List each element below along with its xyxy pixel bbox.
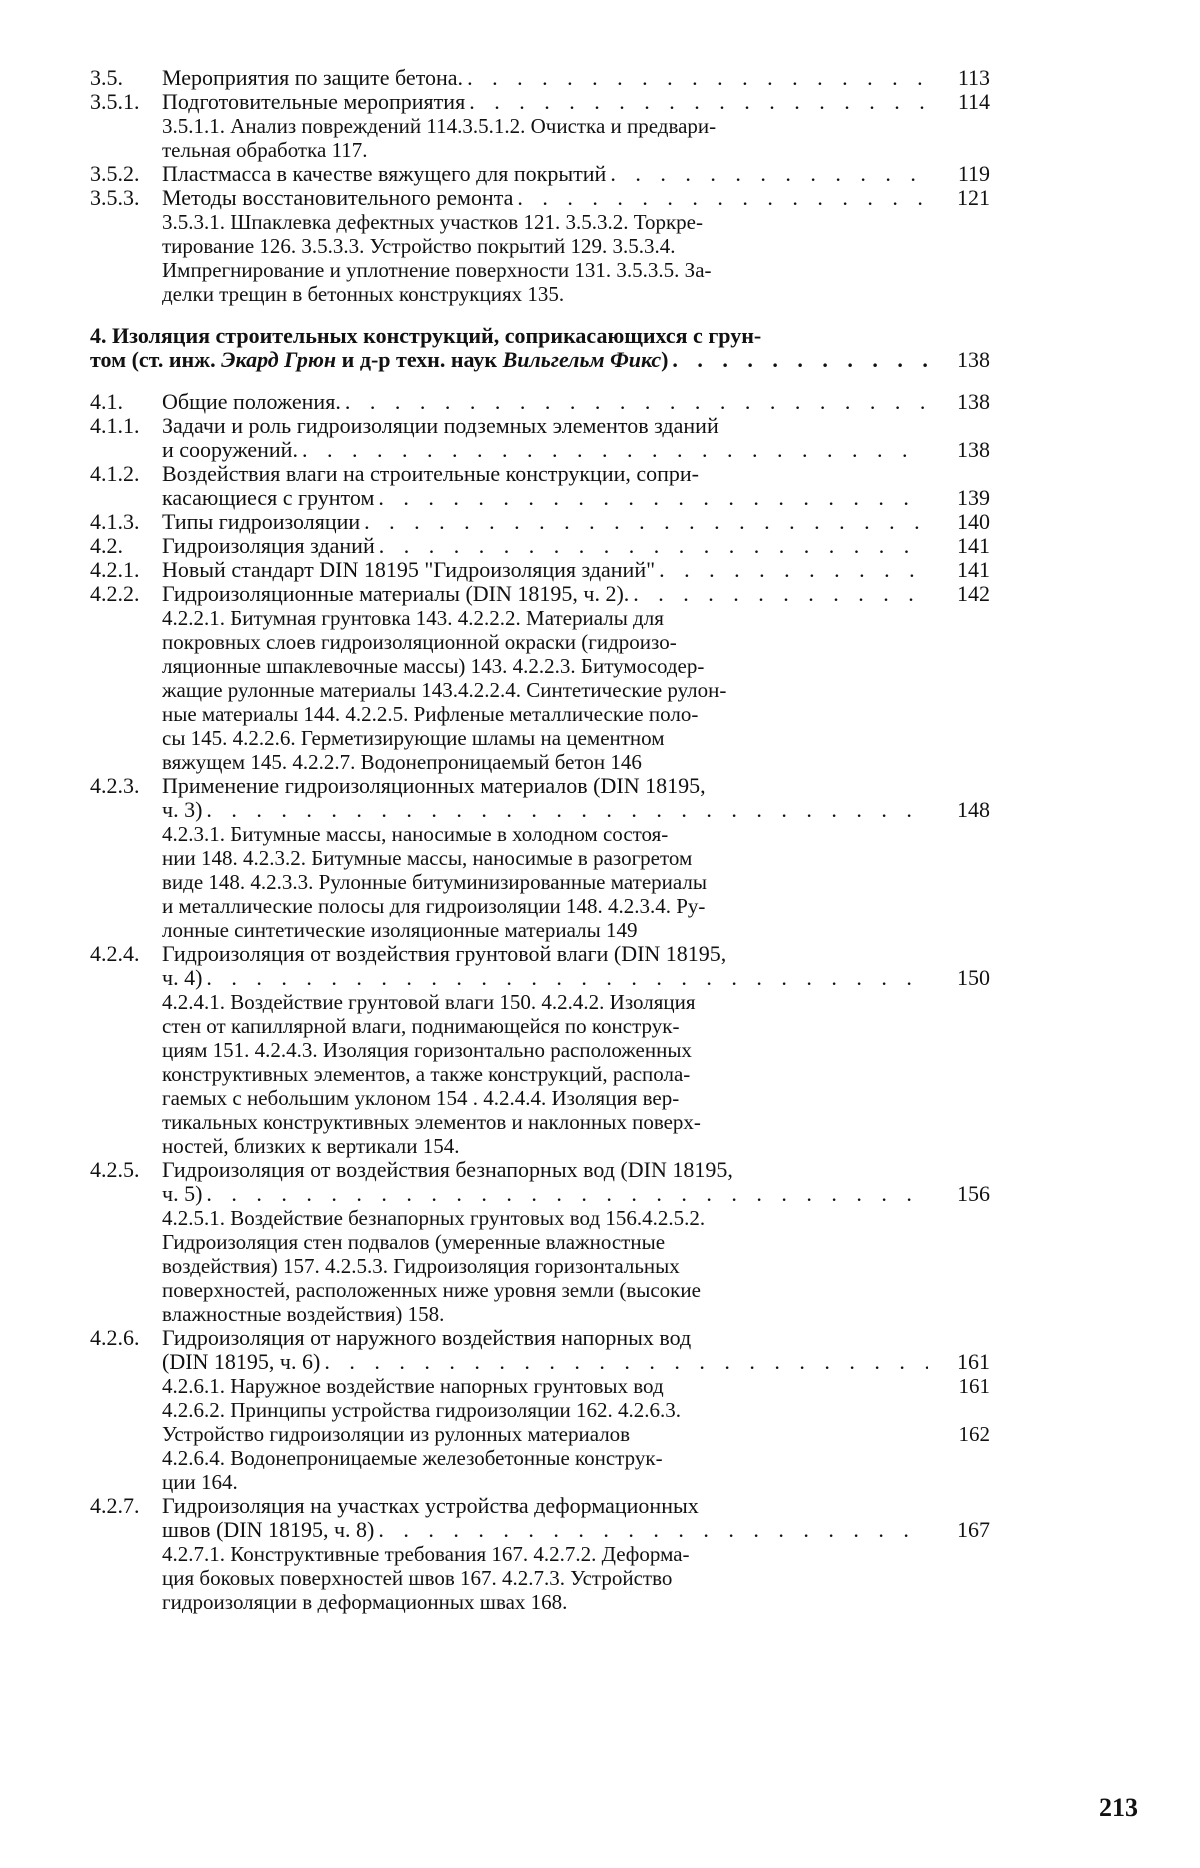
toc-subsection-list	[162, 1206, 990, 1326]
toc-title-line: ч. 5)	[162, 1181, 203, 1206]
toc-subsection-list	[162, 114, 990, 162]
toc-page-ref: 139	[957, 485, 990, 510]
toc-title-line: 4. Изоляция строительных конструкций, соприкасающихся с грун-	[90, 324, 762, 348]
toc-subsection-line: и металлические полосы для гидроизоляции 148. 4.2.3.4. Ру-	[162, 894, 706, 918]
toc-subsection-line: гидроизоляции в деформационных швах 168.	[162, 1590, 568, 1614]
toc-subsection-row	[162, 1398, 932, 1422]
toc-title-last-line	[162, 1350, 932, 1374]
toc-entry	[90, 462, 990, 510]
toc-subsection-line: воздействия) 157. 4.2.5.3. Гидроизоляция горизонтальных	[162, 1254, 680, 1278]
toc-title-last-line	[162, 558, 932, 582]
toc-page-ref: 141	[957, 557, 990, 582]
toc-title-last-line	[162, 66, 932, 90]
toc-title-line: Общие положения.	[162, 389, 341, 414]
toc-page-ref: 140	[957, 509, 990, 534]
toc-entry-title	[162, 390, 990, 414]
toc-page-ref: 142	[957, 581, 990, 606]
toc-page-ref: 156	[957, 1181, 990, 1206]
toc-entry-number: 4.2.	[90, 533, 123, 558]
toc-entry-number: 4.2.5.	[90, 1157, 140, 1182]
dot-leader	[345, 390, 928, 414]
toc-subsection-line: 4.2.5.1. Воздействие безнапорных грунтовых вод 156.4.2.5.2.	[162, 1206, 706, 1230]
toc-subsection-line: 4.2.7.1. Конструктивные требования 167. 4.2.7.2. Деформа-	[162, 1542, 690, 1566]
toc-entry-title	[162, 534, 990, 558]
toc-entry	[90, 90, 990, 114]
toc-entry-title	[162, 66, 990, 90]
toc-subsection-line: ные материалы 144. 4.2.2.5. Рифленые металлические поло-	[162, 702, 699, 726]
toc-title-line: Гидроизоляция от воздействия безнапорных вод (DIN 18195,	[162, 1158, 733, 1182]
toc-chapter-entry	[90, 324, 990, 372]
toc-entry	[90, 1326, 990, 1374]
toc-entry-number: 3.5.2.	[90, 161, 140, 186]
toc-page-ref: 121	[957, 185, 990, 210]
dot-leader	[469, 90, 928, 114]
toc-subsection-line: 4.2.6.1. Наружное воздействие напорных грунтовых вод	[162, 1374, 664, 1398]
toc-subsection-line: ляционные шпаклевочные массы) 143. 4.2.2.3. Битумосодер-	[162, 654, 705, 678]
toc-page-ref: 161	[957, 1349, 990, 1374]
dot-leader	[378, 1518, 928, 1542]
toc-entry	[90, 186, 990, 210]
toc-page-ref: 114	[957, 89, 990, 114]
toc-subsection-line: гаемых с небольшим уклоном 154 . 4.2.4.4. Изоляция вер-	[162, 1086, 680, 1110]
dot-leader	[633, 582, 928, 606]
toc-entry-title	[162, 186, 990, 210]
toc-subsection-line: ция боковых поверхностей швов 167. 4.2.7.3. Устройство	[162, 1566, 673, 1590]
toc-entry-title	[162, 1326, 990, 1374]
toc-title-last-line	[162, 90, 932, 114]
toc-title-last-line	[162, 510, 932, 534]
toc-title-last-line	[162, 966, 932, 990]
dot-leader	[659, 558, 928, 582]
dot-leader	[206, 1182, 928, 1206]
toc-entry-title	[162, 462, 990, 510]
toc-title-line: швов (DIN 18195, ч. 8)	[162, 1517, 375, 1542]
toc-entry-number: 3.5.3.	[90, 185, 140, 210]
toc-entry	[90, 942, 990, 990]
toc-subsection-row	[162, 1374, 990, 1398]
toc-subsection-list	[162, 990, 990, 1158]
toc-title-line: Задачи и роль гидроизоляции подземных элементов зданий	[162, 414, 719, 438]
toc-title-last-line	[162, 1518, 932, 1542]
toc-title-last-line	[162, 1182, 932, 1206]
toc-title-last-line	[162, 582, 932, 606]
toc-title-last-line	[162, 390, 932, 414]
toc-page-ref: 138	[957, 347, 990, 372]
toc-entry	[90, 534, 990, 558]
toc-subsection-line: поверхностей, расположенных ниже уровня земли (высокие	[162, 1278, 701, 1302]
toc-subsection-list	[162, 1542, 990, 1614]
toc-entry-number: 3.5.	[90, 65, 123, 90]
toc-entry	[90, 774, 990, 822]
toc-title-line: Новый стандарт DIN 18195 "Гидроизоляция зданий"	[162, 557, 656, 582]
dot-leader	[467, 66, 928, 90]
toc-subsection-line: жащие рулонные материалы 143.4.2.2.4. Синтетические рулон-	[162, 678, 727, 702]
toc-entry-number: 4.2.4.	[90, 941, 140, 966]
toc-subsection-row	[162, 1422, 990, 1446]
toc-subsection-line: 4.2.2.1. Битумная грунтовка 143. 4.2.2.2. Материалы для	[162, 606, 664, 630]
dot-leader	[206, 798, 928, 822]
toc-entry	[90, 390, 990, 414]
toc-title-line: и сооружений.	[162, 437, 298, 462]
toc-subsection-row	[162, 1446, 932, 1470]
toc-entry-title	[162, 90, 990, 114]
toc-subsection-line: 4.2.6.4. Водонепроницаемые железобетонные конструк-	[162, 1446, 663, 1470]
toc-subsection-line: Гидроизоляция стен подвалов (умеренные влажностные	[162, 1230, 666, 1254]
toc-entry-number: 4.1.2.	[90, 461, 140, 486]
toc-entry-number: 3.5.1.	[90, 89, 140, 114]
toc-title-line: Воздействия влаги на строительные конструкции, сопри-	[162, 462, 700, 486]
toc-title-line: касающиеся с грунтом	[162, 485, 375, 510]
toc-entry	[90, 510, 990, 534]
toc-subsection-line: 4.2.6.2. Принципы устройства гидроизоляции 162. 4.2.6.3.	[162, 1398, 681, 1422]
toc-page-ref: 167	[957, 1517, 990, 1542]
toc-subsection-list	[162, 1374, 990, 1494]
toc-title-line: Гидроизоляция от наружного воздействия напорных вод	[162, 1326, 692, 1350]
toc-title-line: ч. 4)	[162, 965, 203, 990]
toc-subsection-line: сы 145. 4.2.2.6. Герметизирующие шламы на цементном	[162, 726, 665, 750]
toc-title-last-line	[162, 486, 932, 510]
table-of-contents	[90, 66, 990, 1614]
toc-title-last-line	[162, 534, 932, 558]
toc-title-last-line	[162, 162, 932, 186]
toc-entry-title	[162, 510, 990, 534]
toc-entry-number: 4.2.6.	[90, 1325, 140, 1350]
dot-leader	[302, 438, 928, 462]
toc-page-ref: 113	[957, 65, 990, 90]
toc-entry-number: 4.1.3.	[90, 509, 140, 534]
toc-entry-number: 4.1.1.	[90, 413, 140, 438]
toc-page-ref: 119	[957, 161, 990, 186]
toc-entry-title	[162, 558, 990, 582]
toc-page-ref: 148	[957, 797, 990, 822]
toc-title-line: Гидроизоляция от воздействия грунтовой влаги (DIN 18195,	[162, 942, 727, 966]
toc-subsection-line: ции 164.	[162, 1470, 238, 1494]
toc-entry-title	[162, 162, 990, 186]
toc-entry-title	[162, 414, 990, 462]
dot-leader	[379, 534, 928, 558]
toc-subsection-line: нии 148. 4.2.3.2. Битумные массы, наносимые в разогретом	[162, 846, 693, 870]
toc-subsection-line: тирование 126. 3.5.3.3. Устройство покрытий 129. 3.5.3.4.	[162, 234, 676, 258]
toc-subsection-line: 4.2.4.1. Воздействие грунтовой влаги 150. 4.2.4.2. Изоляция	[162, 990, 696, 1014]
toc-title-line: Подготовительные мероприятия	[162, 89, 466, 114]
toc-title-line: Гидроизоляция зданий	[162, 533, 375, 558]
toc-title-line: Гидроизоляционные материалы (DIN 18195, ч. 2).	[162, 581, 630, 606]
toc-subsection-line: конструктивных элементов, а также конструкций, распола-	[162, 1062, 691, 1086]
toc-subsection-line: тикальных конструктивных элементов и наклонных поверх-	[162, 1110, 701, 1134]
toc-title-line: Методы восстановительного ремонта	[162, 185, 514, 210]
dot-leader	[610, 162, 928, 186]
toc-entry-number: 4.2.2.	[90, 581, 140, 606]
toc-entry-title	[162, 942, 990, 990]
toc-subsection-line: 3.5.3.1. Шпаклевка дефектных участков 121. 3.5.3.2. Торкре-	[162, 210, 703, 234]
toc-title-last-line	[162, 186, 932, 210]
toc-entry-title	[162, 774, 990, 822]
toc-subsection-list	[162, 210, 990, 306]
toc-title-line: Применение гидроизоляционных материалов (DIN 18195,	[162, 774, 706, 798]
toc-subsection-line: тельная обработка 117.	[162, 138, 368, 162]
toc-title-line: ч. 3)	[162, 797, 203, 822]
dot-leader	[324, 1350, 928, 1374]
toc-entry-title	[90, 324, 990, 372]
dot-leader	[517, 186, 928, 210]
toc-subsection-line: Импрегнирование и уплотнение поверхности 131. 3.5.3.5. За-	[162, 258, 712, 282]
toc-entry	[90, 1494, 990, 1542]
toc-entry-number: 4.1.	[90, 389, 123, 414]
toc-subsection-line: циям 151. 4.2.4.3. Изоляция горизонтально расположенных	[162, 1038, 692, 1062]
toc-subsection-line: вяжущем 145. 4.2.2.7. Водонепроницаемый бетон 146	[162, 750, 642, 774]
toc-page-ref: 150	[957, 965, 990, 990]
toc-entry	[90, 1158, 990, 1206]
toc-entry-number: 4.2.1.	[90, 557, 140, 582]
toc-entry	[90, 558, 990, 582]
toc-entry-title	[162, 1494, 990, 1542]
toc-subsection-line: ностей, близких к вертикали 154.	[162, 1134, 460, 1158]
page-number: 213	[1099, 1793, 1138, 1822]
toc-entry-number: 4.2.7.	[90, 1493, 140, 1518]
dot-leader	[672, 348, 928, 372]
toc-title-line: (DIN 18195, ч. 6)	[162, 1349, 321, 1374]
toc-subsection-line: лонные синтетические изоляционные материалы 149	[162, 918, 638, 942]
toc-subsection-line: 3.5.1.1. Анализ повреждений 114.3.5.1.2. Очистка и предвари-	[162, 114, 717, 138]
toc-subsection-line: виде 148. 4.2.3.3. Рулонные битуминизированные материалы	[162, 870, 708, 894]
toc-subsection-row	[162, 1470, 932, 1494]
toc-title-line: Мероприятия по защите бетона.	[162, 65, 464, 90]
toc-subsection-line: стен от капиллярной влаги, поднимающейся по конструк-	[162, 1014, 680, 1038]
toc-title-last-line	[162, 438, 932, 462]
toc-page-ref: 141	[957, 533, 990, 558]
toc-page-ref: 161	[958, 1374, 990, 1398]
toc-title-last-line	[162, 798, 932, 822]
dot-leader	[378, 486, 928, 510]
toc-subsection-list	[162, 822, 990, 942]
toc-subsection-line: делки трещин в бетонных конструкциях 135.	[162, 282, 565, 306]
toc-subsection-line: влажностные воздействия) 158.	[162, 1302, 445, 1326]
toc-subsection-line: Устройство гидроизоляции из рулонных материалов	[162, 1422, 631, 1446]
toc-page-ref: 162	[958, 1422, 990, 1446]
toc-entry-title	[162, 582, 990, 606]
toc-title-line: том (ст. инж. Экард Грюн и д-р техн. наук Вильгельм Фикс)	[90, 347, 669, 372]
toc-subsection-line: покровных слоев гидроизоляционной окраски (гидроизо-	[162, 630, 677, 654]
toc-entry	[90, 162, 990, 186]
toc-title-line: Типы гидроизоляции	[162, 509, 361, 534]
toc-entry	[90, 582, 990, 606]
toc-entry-title	[162, 1158, 990, 1206]
toc-page-ref: 138	[957, 437, 990, 462]
toc-entry	[90, 66, 990, 90]
toc-page-ref: 138	[957, 389, 990, 414]
toc-title-last-line	[90, 348, 932, 372]
dot-leader	[206, 966, 928, 990]
toc-entry-number: 4.2.3.	[90, 773, 140, 798]
dot-leader	[364, 510, 928, 534]
toc-subsection-list	[162, 606, 990, 774]
toc-title-line: Пластмасса в качестве вяжущего для покрытий	[162, 161, 607, 186]
toc-subsection-line: 4.2.3.1. Битумные массы, наносимые в холодном состоя-	[162, 822, 669, 846]
toc-entry	[90, 414, 990, 462]
toc-title-line: Гидроизоляция на участках устройства деформационных	[162, 1494, 699, 1518]
